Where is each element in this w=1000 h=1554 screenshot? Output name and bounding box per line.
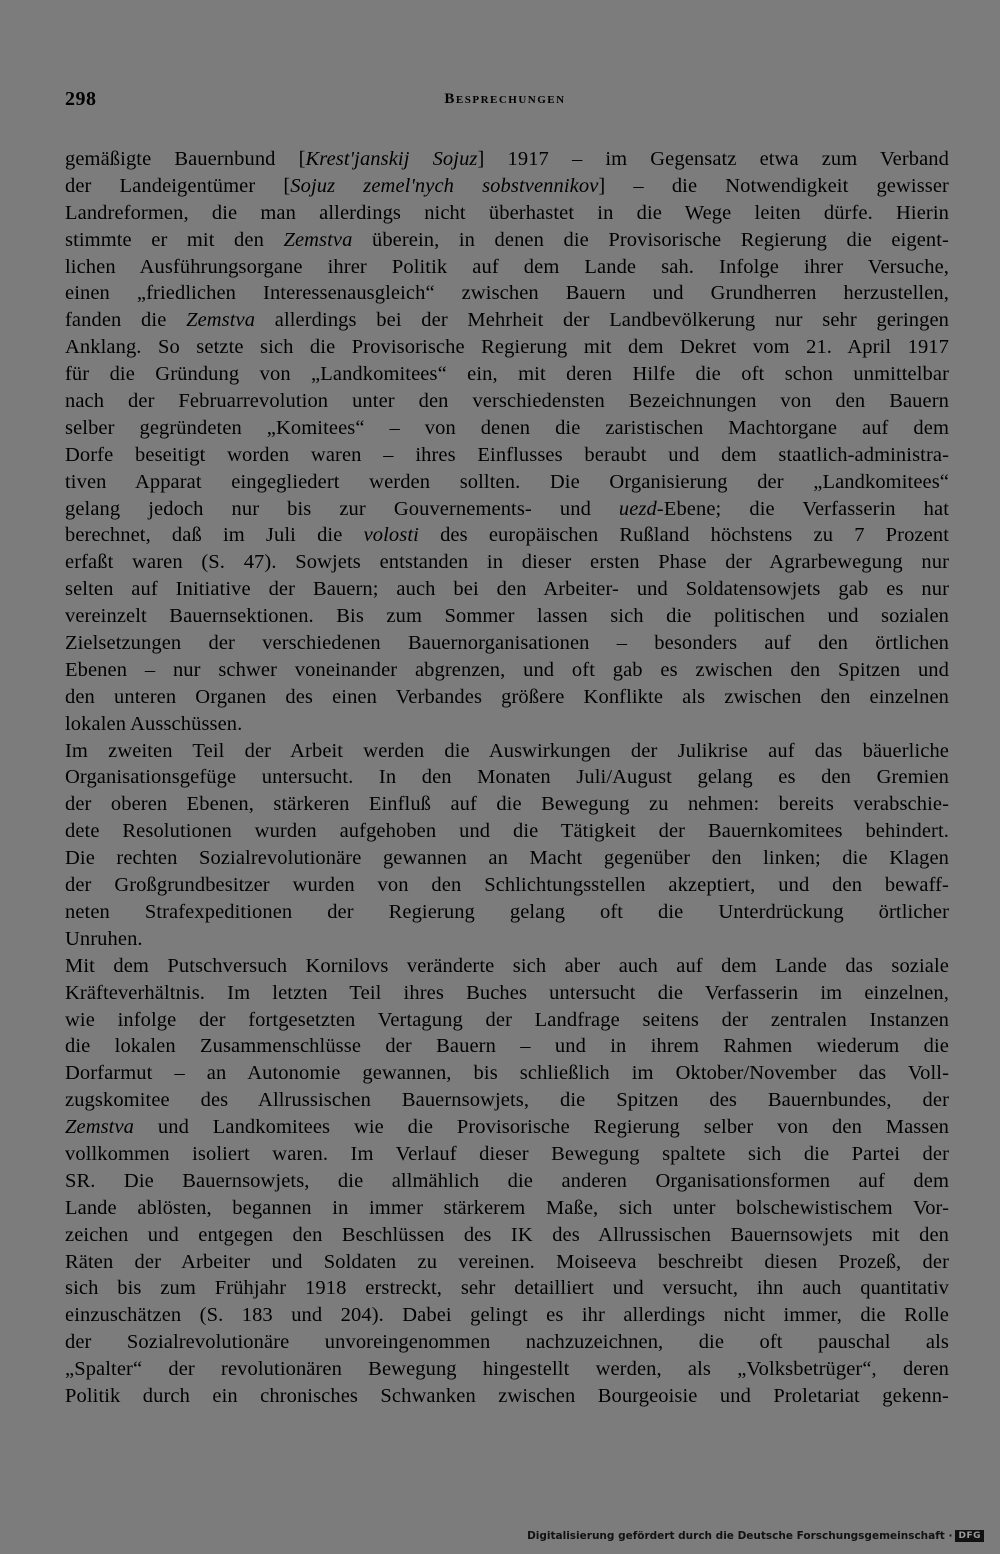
text-line — [65, 307, 949, 334]
text-line — [65, 254, 949, 281]
text-line — [65, 1007, 949, 1034]
text-run: selten auf Initiative der Bauern; auch bei den Arbeiter- und Soldatensowjets gab es nur — [65, 578, 949, 601]
text-run: der Sozialrevolutionäre unvoreingenommen nachzuzeichnen, die oft pauschal als — [65, 1331, 949, 1354]
text-line — [65, 522, 949, 549]
text-run: zeichen und entgegen den Beschlüssen des IK des Allrussischen Bauernsowjets mit den — [65, 1223, 949, 1246]
text-run: für die Gründung von „Landkomitees“ ein, mit deren Hilfe die oft schon unmittelbar — [65, 363, 949, 386]
text-run: Räten der Arbeiter und Soldaten zu vereinen. Moiseeva beschreibt diesen Prozeß, der — [65, 1250, 949, 1273]
text-line — [65, 200, 949, 227]
section-title: Besprechungen — [444, 91, 566, 107]
text-line — [65, 1356, 949, 1383]
text-line — [65, 1249, 949, 1276]
review-text — [65, 146, 949, 1410]
running-head — [65, 88, 945, 116]
italic-term: Zemstva — [186, 309, 256, 332]
text-run: ] 1917 – im Gegensatz etwa zum Verband — [477, 148, 949, 170]
text-run: wie infolge der fortgesetzten Vertagung der Landfrage seitens der zentralen Instanzen — [65, 1008, 949, 1031]
text-run: Zielsetzungen der verschiedenen Bauernorganisationen – besonders auf den örtlichen — [65, 632, 949, 655]
text-line — [65, 1168, 949, 1195]
text-run: der oberen Ebenen, stärkeren Einfluß auf die Bewegung zu nehmen: bereits verabschie- — [65, 793, 949, 816]
digitization-credit — [527, 1528, 984, 1544]
text-run: allerdings bei der Mehrheit der Landbevölkerung nur sehr geringen — [255, 309, 949, 332]
italic-term: Zemstva — [65, 1116, 135, 1139]
text-line — [65, 334, 949, 361]
text-run: der Großgrundbesitzer wurden von den Schlichtungsstellen akzeptiert, und den bewaff- — [65, 874, 949, 897]
text-run: Anklang. So setzte sich die Provisorische Regierung mit dem Dekret vom 21. April 1917 — [65, 336, 949, 359]
text-run: lokalen Ausschüssen. — [65, 712, 243, 735]
text-line — [65, 388, 949, 415]
text-line — [65, 1302, 949, 1329]
italic-term: Zemstva — [283, 228, 353, 251]
text-line — [65, 791, 949, 818]
text-run: ] – die Notwendigkeit gewisser — [598, 174, 949, 197]
text-line — [65, 1195, 949, 1222]
text-line — [65, 576, 949, 603]
text-run: Die rechten Sozialrevolutionäre gewannen an Macht gegenüber den linken; die Klagen — [65, 847, 949, 870]
text-run: erfaßt waren (S. 47). Sowjets entstanden in dieser ersten Phase der Agrarbewegung nur — [65, 551, 949, 574]
text-run: Landreformen, die man allerdings nicht überhastet in die Wege leiten dürfe. Hierin — [65, 201, 949, 224]
text-line — [65, 630, 949, 657]
text-run: nach der Februarrevolution unter den verschiedensten Bezeichnungen von den Bauern — [65, 390, 949, 413]
text-line — [65, 926, 949, 953]
text-line — [65, 872, 949, 899]
text-run: vereinzelt Bauernsektionen. Bis zum Sommer lassen sich die politischen und sozialen — [65, 605, 949, 628]
text-line — [65, 764, 949, 791]
text-line — [65, 1275, 949, 1302]
text-line — [65, 227, 949, 254]
text-run: dete Resolutionen wurden aufgehoben und die Tätigkeit der Bauernkomitees behindert. — [65, 820, 949, 843]
text-run: Dorfe beseitigt worden waren – ihres Einflusses beraubt und dem staatlich-administra- — [65, 443, 949, 466]
text-run: gemäßigte Bauernbund [ — [65, 148, 306, 170]
text-run: einzuschätzen (S. 183 und 204). Dabei gelingt es ihr allerdings nicht immer, die Rolle — [65, 1304, 949, 1327]
italic-term: Sojuz zemel'nych sobstvennikov — [290, 174, 599, 197]
text-run: Kräfteverhältnis. Im letzten Teil ihres Buches untersucht die Verfasserin im einzelnen, — [65, 981, 949, 1004]
text-run: lichen Ausführungsorgane ihrer Politik auf dem Lande sah. Infolge ihrer Versuche, — [65, 255, 949, 278]
text-line — [65, 603, 949, 630]
text-line — [65, 684, 949, 711]
text-line — [65, 280, 949, 307]
text-line — [65, 899, 949, 926]
text-line — [65, 1060, 949, 1087]
text-line — [65, 1383, 949, 1410]
text-line — [65, 415, 949, 442]
text-line — [65, 361, 949, 388]
text-run: fanden die — [65, 309, 187, 332]
text-line — [65, 442, 949, 469]
text-run: Ebenen – nur schwer voneinander abgrenzen, und oft gab es zwischen den Spitzen und — [65, 658, 949, 681]
italic-term: volosti — [363, 524, 419, 547]
text-run: Unruhen. — [65, 927, 143, 950]
text-line — [65, 738, 949, 765]
text-run: stimmte er mit den — [65, 228, 284, 251]
text-run: Organisationsgefüge untersucht. In den Monaten Juli/August gelang es den Gremien — [65, 766, 949, 789]
credit-text: Digitalisierung gefördert durch die Deutsche Forschungsgemeinschaft · — [527, 1530, 953, 1542]
text-run: tiven Apparat eingegliedert werden sollten. Die Organisierung der „Landkomitees“ — [65, 470, 949, 493]
text-run: SR. Die Bauernsowjets, die allmählich die anderen Organisationsformen auf dem — [65, 1169, 949, 1192]
italic-term: Krest'janskij Sojuz — [305, 148, 478, 170]
text-line — [65, 496, 949, 523]
italic-term: uezd — [618, 497, 657, 520]
text-run: neten Strafexpeditionen der Regierung gelang oft die Unterdrückung örtlicher — [65, 900, 949, 923]
text-line — [65, 146, 949, 173]
text-line — [65, 549, 949, 576]
text-run: überein, in denen die Provisorische Regierung die eigent- — [352, 228, 949, 251]
text-run: des europäischen Rußland höchstens zu 7 Prozent — [418, 524, 949, 547]
text-line — [65, 818, 949, 845]
text-line — [65, 1114, 949, 1141]
text-run: selber gegründeten „Komitees“ – von denen die zaristischen Machtorgane auf dem — [65, 416, 949, 439]
text-run: zugskomitee des Allrussischen Bauernsowjets, die Spitzen des Bauernbundes, der — [65, 1089, 949, 1112]
text-run: vollkommen isoliert waren. Im Verlauf dieser Bewegung spaltete sich die Partei der — [65, 1142, 949, 1165]
text-line — [65, 711, 949, 738]
text-line — [65, 469, 949, 496]
text-run: berechnet, daß im Juli die — [65, 524, 364, 547]
page-number: 298 — [65, 88, 97, 110]
text-run: die lokalen Zusammenschlüsse der Bauern – und in ihrem Rahmen wiederum die — [65, 1035, 949, 1058]
text-line — [65, 1087, 949, 1114]
text-line — [65, 953, 949, 980]
text-line — [65, 1222, 949, 1249]
text-run: den unteren Organen des einen Verbandes größere Konflikte als zwischen den einzelnen — [65, 685, 949, 708]
text-line — [65, 1141, 949, 1168]
text-run: der Landeigentümer [ — [65, 174, 291, 197]
text-run: Im zweiten Teil der Arbeit werden die Auswirkungen der Julikrise auf das bäuerliche — [65, 739, 949, 762]
text-run: und Landkomitees wie die Provisorische Regierung selber von den Massen — [134, 1116, 949, 1139]
text-run: einen „friedlichen Interessenausgleich“ zwischen Bauern und Grundherren herzustellen, — [65, 282, 949, 305]
text-run: -Ebene; die Verfasserin hat — [656, 497, 949, 520]
text-line — [65, 980, 949, 1007]
text-line — [65, 845, 949, 872]
text-line — [65, 657, 949, 684]
text-run: „Spalter“ der revolutionären Bewegung hingestellt werden, als „Volksbetrüger“, deren — [65, 1358, 949, 1381]
text-line — [65, 173, 949, 200]
dfg-logo: DFG — [955, 1530, 984, 1542]
text-run: Lande ablösten, begannen in immer stärkerem Maße, sich unter bolschewistischem Vor- — [65, 1196, 949, 1219]
text-line — [65, 1033, 949, 1060]
text-run: Mit dem Putschversuch Kornilovs veränderte sich aber auch auf dem Lande das soziale — [65, 954, 949, 977]
text-run: Politik durch ein chronisches Schwanken zwischen Bourgeoisie und Proletariat gekenn- — [65, 1384, 949, 1407]
text-run: gelang jedoch nur bis zur Gouvernements- und — [65, 497, 619, 520]
text-run: Dorfarmut – an Autonomie gewannen, bis schließlich im Oktober/November das Voll- — [65, 1062, 949, 1085]
text-run: sich bis zum Frühjahr 1918 erstreckt, sehr detailliert und versucht, ihn auch quantitativ — [65, 1277, 949, 1300]
text-line — [65, 1329, 949, 1356]
